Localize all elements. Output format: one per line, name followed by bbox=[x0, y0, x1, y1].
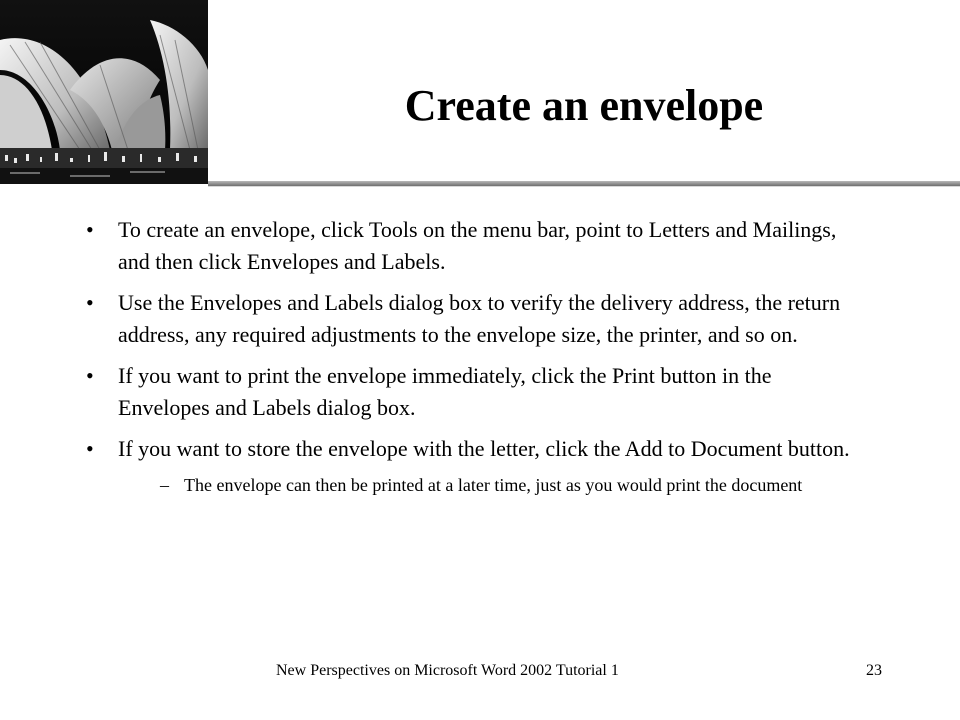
sub-bullet-item bbox=[160, 472, 884, 498]
bullet-marker: • bbox=[86, 217, 94, 242]
bullet-text: If you want to store the envelope with the letter, click the Add to Document button. bbox=[118, 436, 850, 461]
bullet-item bbox=[86, 214, 866, 278]
sub-bullet-marker: – bbox=[160, 475, 169, 495]
slide-number: 23 bbox=[866, 662, 882, 679]
bullet-marker: • bbox=[86, 436, 94, 461]
bullet-item bbox=[86, 433, 866, 465]
slide-title: Create an envelope bbox=[404, 81, 764, 130]
sub-bullet-text: The envelope can then be printed at a later time, just as you would print the document bbox=[184, 475, 803, 495]
footer-caption: New Perspectives on Microsoft Word 2002 Tutorial 1 bbox=[276, 662, 619, 679]
bullet-marker: • bbox=[86, 363, 94, 388]
bullet-item bbox=[86, 287, 866, 351]
opera-house-photo bbox=[0, 0, 208, 184]
bullet-text: To create an envelope, click Tools on the menu bar, point to Letters and Mailings, and then click Envelopes and Labels. bbox=[118, 217, 837, 274]
bullet-text: If you want to print the envelope immediately, click the Print button in the Envelopes and Labels dialog box. bbox=[118, 363, 772, 420]
bullet-marker: • bbox=[86, 290, 94, 315]
bullet-list bbox=[86, 214, 866, 498]
bullet-text: Use the Envelopes and Labels dialog box to verify the delivery address, the return address, any required adjustments to the envelope size, the printer, and so on. bbox=[118, 290, 841, 347]
opera-house-image bbox=[0, 0, 208, 184]
bullet-item bbox=[86, 360, 866, 424]
header-divider-highlight bbox=[208, 186, 960, 187]
